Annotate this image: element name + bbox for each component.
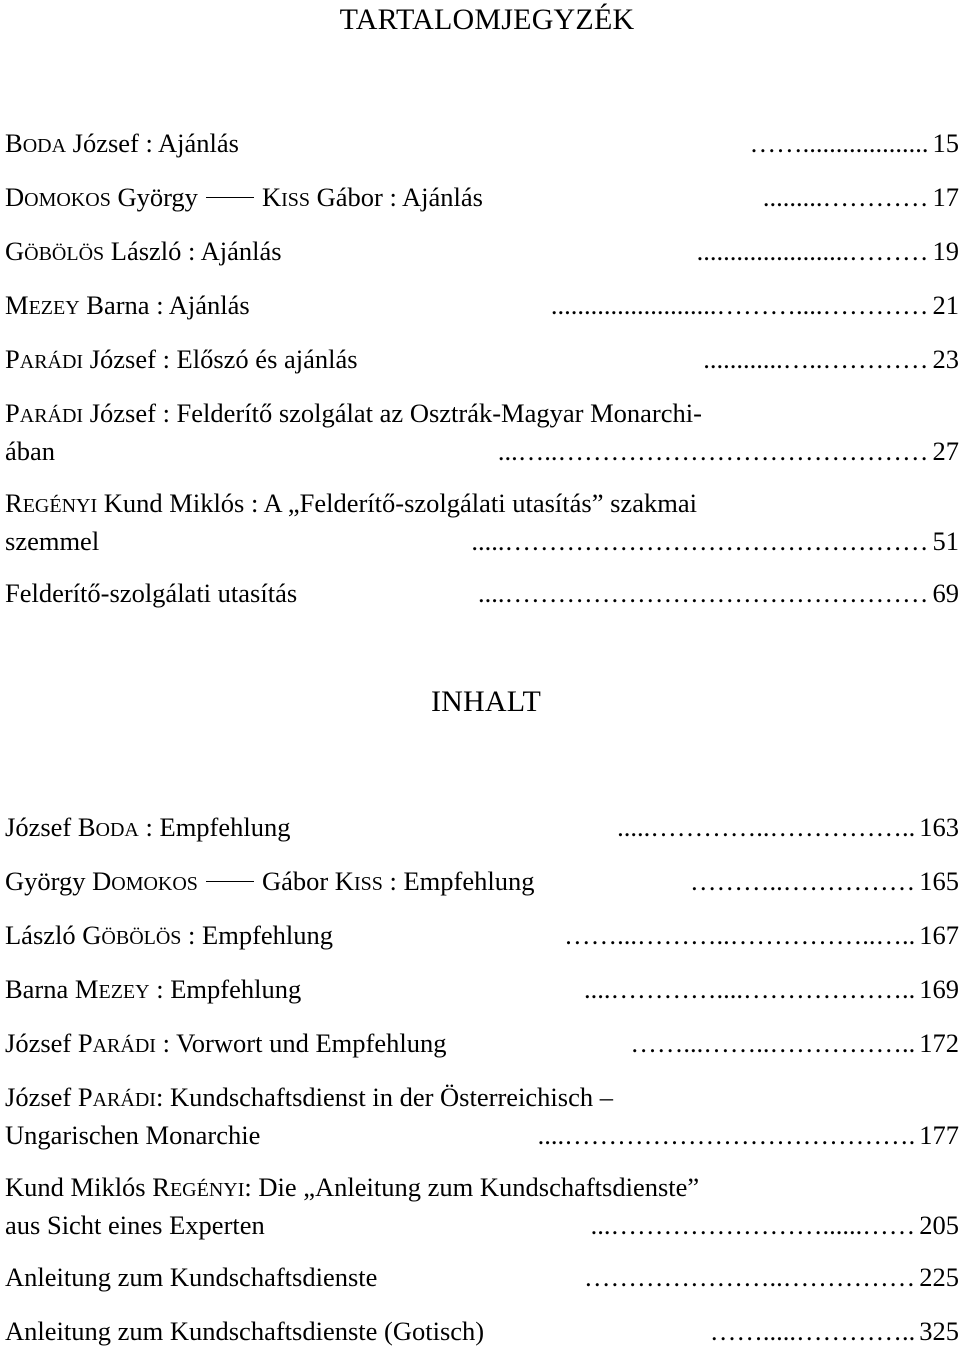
entry-title-text: Anleitung zum Kundschaftsdienste (5, 1262, 378, 1292)
entry-given-name: Barna (5, 974, 75, 1004)
entry-title-text: : Empfehlung (149, 974, 302, 1004)
toc-entry (5, 1314, 959, 1349)
page-number: 225 (919, 1262, 959, 1292)
entry-surname-initial: P (5, 398, 20, 428)
toc-entry (5, 180, 959, 218)
page-number: 21 (932, 290, 959, 320)
heading-tartalomjegyzek: TARTALOMJEGYZÉK (339, 3, 635, 36)
toc-entry (5, 576, 959, 611)
entry-line (5, 1260, 959, 1295)
entry-second-initial: Gábor K (261, 866, 354, 896)
entry-surname-smallcaps: EGÉNYI (22, 495, 98, 517)
entry-surname-smallcaps: EZEY (98, 981, 150, 1003)
entry-title-text: József : Előszó és ajánlás (83, 344, 358, 374)
entry-surname-initial: P (77, 1028, 93, 1058)
dot-leader: …………..…............ (703, 344, 929, 374)
entry-surname-initial: G (5, 236, 25, 266)
entry-surname-smallcaps: OMOKOS (24, 189, 111, 211)
dot-leader: ………....................... (696, 236, 929, 266)
entry-given-name: Kund Miklós (5, 1172, 153, 1202)
entry-line-1 (5, 396, 959, 434)
entry-line (5, 180, 959, 218)
entry-title-text: László : Ajánlás (104, 236, 282, 266)
toc-entry (5, 486, 959, 559)
dot-leader: ..…..……………..………...…… (564, 920, 916, 950)
dot-leader: ..……………..……...…… (630, 1028, 916, 1058)
entry-line-2 (5, 1118, 959, 1153)
entry-line (5, 234, 959, 272)
toc-entry (5, 1260, 959, 1295)
dot-leader: …………………………………………..... (471, 526, 929, 556)
dot-leader: ……………..………………… (584, 1262, 916, 1292)
em-dash-rule (206, 881, 254, 882)
entry-surname-smallcaps: ODA (22, 135, 67, 157)
entry-surname-smallcaps: OMOKOS (111, 873, 198, 895)
dot-leader: ……………………………………..…... (497, 436, 929, 466)
entry-title (5, 126, 239, 164)
entry-surname-smallcaps: EGÉNYI (169, 1179, 245, 1201)
entry-surname-initial: R (5, 488, 23, 518)
entry-line-2 (5, 1208, 959, 1243)
entry-title (5, 972, 301, 1010)
entry-surname-initial: B (5, 128, 23, 158)
entry-second-smallcaps: ISS (353, 873, 383, 895)
entry-line (5, 972, 959, 1010)
dot-leader: ……………..……… (690, 866, 916, 896)
entry-title (5, 1170, 699, 1208)
entry-title (5, 576, 297, 611)
page-number: 172 (919, 1028, 959, 1058)
page-number: 205 (919, 1210, 959, 1240)
entry-surname-initial: D (5, 182, 25, 212)
entry-line-2 (5, 524, 959, 559)
entry-surname-smallcaps: ODA (95, 819, 139, 841)
entry-title (5, 396, 702, 434)
page-number: 19 (932, 236, 959, 266)
toc-entry (5, 864, 959, 902)
entry-title-text: Barna : Ajánlás (79, 290, 250, 320)
entry-given-name: József (5, 1028, 78, 1058)
entry-line (5, 1314, 959, 1349)
entry-surname-initial: R (152, 1172, 170, 1202)
entry-title-text: Anleitung zum Kundschaftsdienste (Gotisch) (5, 1316, 485, 1346)
entry-title-text: : Empfehlung (181, 920, 334, 950)
page-number: 15 (932, 128, 959, 158)
entry-line (5, 126, 959, 164)
entry-title-text: : Kundschaftsdienst in der Österreichisch – (155, 1082, 613, 1112)
page-number: 17 (932, 182, 959, 212)
toc-entry (5, 1170, 959, 1243)
entry-surname-initial: M (74, 974, 99, 1004)
entry-title (5, 1080, 613, 1118)
toc-entry (5, 234, 959, 272)
entry-title-continuation: szemmel (5, 526, 100, 556)
entry-line (5, 864, 959, 902)
toc-entry (5, 1080, 959, 1153)
entry-title-text: József : Felderítő szolgálat az Osztrák-Magyar Monarchi- (83, 398, 702, 428)
entry-line (5, 1026, 959, 1064)
dot-leader: ...................…… (749, 128, 929, 158)
entry-line (5, 576, 959, 611)
entry-surname-initial: D (92, 866, 112, 896)
entry-title-continuation: Ungarischen Monarchie (5, 1120, 261, 1150)
dot-leader: ..……………..…………..... (617, 812, 916, 842)
em-dash-rule (206, 197, 254, 198)
page-number: 169 (919, 974, 959, 1004)
entry-surname-initial: B (77, 812, 96, 842)
entry-title-text: József : Ajánlás (66, 128, 239, 158)
toc-entry (5, 396, 959, 469)
page-number: 177 (919, 1120, 959, 1150)
entry-title (5, 1026, 446, 1064)
entry-surname-smallcaps: ARÁDI (92, 1089, 156, 1111)
entry-line (5, 342, 959, 380)
entry-surname-smallcaps: ARÁDI (19, 351, 84, 373)
entry-title (5, 180, 483, 218)
entry-line (5, 288, 959, 326)
entry-line-1 (5, 1170, 959, 1208)
entry-title-text: : Vorwort und Empfehlung (155, 1028, 447, 1058)
entry-line-1 (5, 1080, 959, 1118)
entry-title (5, 342, 358, 380)
entry-surname-initial: G (82, 920, 102, 950)
entry-second-smallcaps: ISS (281, 189, 310, 211)
entry-title (5, 864, 534, 902)
toc-entry (5, 918, 959, 956)
entry-line (5, 810, 959, 848)
entry-line-1 (5, 486, 959, 524)
entry-title-continuation: ában (5, 436, 56, 466)
entry-title (5, 1260, 377, 1295)
page-number: 27 (932, 436, 959, 466)
entry-title-text: Kund Miklós : A „Felderítő-szolgálati utasítás” szakmai (97, 488, 697, 518)
page-number: 325 (919, 1316, 959, 1346)
toc-entry (5, 810, 959, 848)
entry-given-name: József (5, 812, 78, 842)
toc-entry (5, 972, 959, 1010)
entry-title (5, 810, 291, 848)
entry-line-2 (5, 434, 959, 469)
entry-title (5, 486, 697, 524)
entry-title-continuation: aus Sicht eines Experten (5, 1210, 265, 1240)
entry-title-text: : Empfehlung (138, 812, 291, 842)
entry-surname-initial: P (5, 344, 20, 374)
entry-surname-initial: P (77, 1082, 93, 1112)
dot-leader: ..………….....…… (709, 1316, 916, 1346)
heading-inhalt: INHALT (430, 685, 542, 718)
dot-leader: .………………………………….... (537, 1120, 916, 1150)
dot-leader: ……......……………………... (590, 1210, 916, 1240)
toc-entry (5, 1026, 959, 1064)
entry-line (5, 918, 959, 956)
entry-surname-smallcaps: ARÁDI (92, 1035, 156, 1057)
page-number: 165 (919, 866, 959, 896)
entry-title (5, 1314, 484, 1349)
entry-second-initial: K (261, 182, 282, 212)
entry-title-text: György (110, 182, 198, 212)
dot-leader: ..………………....………….... (584, 974, 916, 1004)
page-number: 23 (932, 344, 959, 374)
toc-entry (5, 288, 959, 326)
toc-entry (5, 342, 959, 380)
entry-surname-smallcaps: ÖBÖLÖS (24, 243, 105, 265)
dot-leader: …………....………......................... (550, 290, 929, 320)
entry-surname-smallcaps: ARÁDI (19, 405, 84, 427)
page-number: 51 (932, 526, 959, 556)
entry-title (5, 918, 333, 956)
entry-title-text: Felderítő-szolgálati utasítás (5, 578, 298, 608)
entry-title (5, 234, 282, 272)
entry-title (5, 288, 250, 326)
entry-surname-initial: M (5, 290, 29, 320)
page-number: 167 (919, 920, 959, 950)
entry-given-name: József (5, 1082, 78, 1112)
entry-second-text: Gábor : Ajánlás (309, 182, 483, 212)
toc-entry (5, 126, 959, 164)
page-number: 163 (919, 812, 959, 842)
entry-second-text: : Empfehlung (382, 866, 535, 896)
page-number: 69 (932, 578, 959, 608)
entry-given-name: László (5, 920, 83, 950)
entry-surname-smallcaps: EZEY (28, 297, 80, 319)
dot-leader: …………......... (762, 182, 929, 212)
dot-leader: ………………………………………….... (478, 578, 929, 608)
entry-given-name: György (5, 866, 93, 896)
entry-surname-smallcaps: ÖBÖLÖS (101, 927, 182, 949)
entry-title-text: : Die „Anleitung zum Kundschaftsdienste” (244, 1172, 700, 1202)
